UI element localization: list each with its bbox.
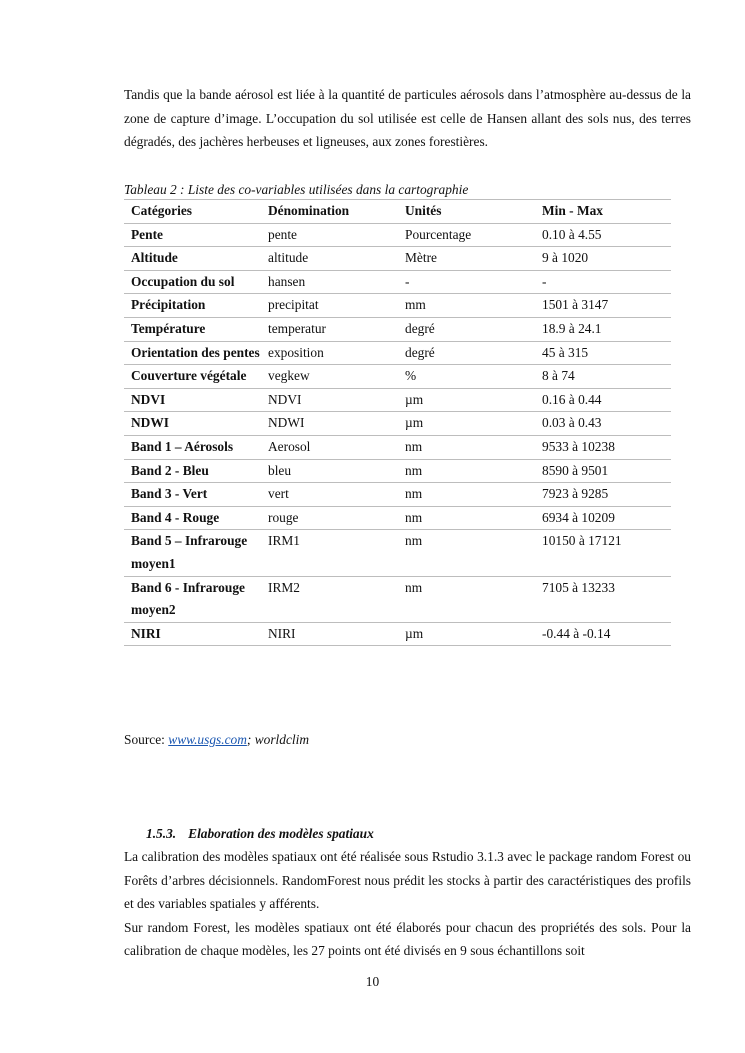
cell-denomination: NIRI bbox=[261, 622, 398, 646]
source-rest: ; worldclim bbox=[246, 732, 310, 747]
cell-category: NDWI bbox=[124, 412, 261, 436]
cell-range: 1501 à 3147 bbox=[535, 294, 671, 318]
cell-denomination: IRM1 bbox=[261, 530, 398, 576]
header-categories: Catégories bbox=[124, 200, 261, 224]
table-source bbox=[124, 731, 309, 749]
cell-range: 0.16 à 0.44 bbox=[535, 388, 671, 412]
cell-unit: nm bbox=[398, 506, 535, 530]
table-row bbox=[124, 223, 671, 247]
cell-category: Band 5 – Infrarouge moyen1 bbox=[124, 530, 261, 576]
cell-denomination: Aerosol bbox=[261, 435, 398, 459]
cell-range: 7923 à 9285 bbox=[535, 483, 671, 507]
cell-unit: - bbox=[398, 270, 535, 294]
cell-denomination: temperatur bbox=[261, 317, 398, 341]
table-caption: Tableau 2 : Liste des co-variables utilisées dans la cartographie bbox=[124, 182, 469, 197]
cell-range: 6934 à 10209 bbox=[535, 506, 671, 530]
cell-range: 45 à 315 bbox=[535, 341, 671, 365]
cell-range: 0.10 à 4.55 bbox=[535, 223, 671, 247]
table-row bbox=[124, 459, 671, 483]
cell-range: 8590 à 9501 bbox=[535, 459, 671, 483]
cell-unit: nm bbox=[398, 459, 535, 483]
covariables-table bbox=[124, 199, 671, 646]
cell-denomination: hansen bbox=[261, 270, 398, 294]
source-label: Source: bbox=[124, 732, 169, 747]
table-row bbox=[124, 365, 671, 389]
table-row bbox=[124, 506, 671, 530]
cell-unit: nm bbox=[398, 530, 535, 576]
cell-denomination: vegkew bbox=[261, 365, 398, 389]
body-paragraph-1: La calibration des modèles spatiaux ont été réalisée sous Rstudio 3.1.3 avec le package random Forest ou Forêts d’arbres décisionnels. RandomForest nous prédit les stocks à partir des caractéristiques des profils et des variables spatiales y afférents. bbox=[124, 849, 691, 911]
cell-denomination: altitude bbox=[261, 247, 398, 271]
cell-category: NDVI bbox=[124, 388, 261, 412]
cell-unit: Pourcentage bbox=[398, 223, 535, 247]
cell-denomination: precipitat bbox=[261, 294, 398, 318]
cell-unit: µm bbox=[398, 412, 535, 436]
section-number: 1.5.3. bbox=[146, 826, 177, 841]
source-link[interactable]: www.usgs.com bbox=[168, 732, 247, 747]
cell-range: 10150 à 17121 bbox=[535, 530, 671, 576]
cell-denomination: vert bbox=[261, 483, 398, 507]
cell-range: 9 à 1020 bbox=[535, 247, 671, 271]
cell-category: Précipitation bbox=[124, 294, 261, 318]
cell-unit: Mètre bbox=[398, 247, 535, 271]
cell-range: -0.44 à -0.14 bbox=[535, 622, 671, 646]
page-number: 10 bbox=[365, 974, 380, 989]
cell-category: Band 1 – Aérosols bbox=[124, 435, 261, 459]
header-min-max: Min - Max bbox=[535, 200, 671, 224]
cell-denomination: bleu bbox=[261, 459, 398, 483]
cell-category: NIRI bbox=[124, 622, 261, 646]
intro-paragraph: Tandis que la bande aérosol est liée à la quantité de particules aérosols dans l’atmosphère au-dessus de la zone de capture d’image. L’occupation du sol utilisée est celle de Hansen allant des sols nus, des terres dégradés, des jachères herbeuses et ligneuses, aux zones forestières. bbox=[124, 87, 691, 149]
section-heading bbox=[146, 825, 374, 843]
table-header-row bbox=[124, 200, 671, 224]
body-paragraph-2: Sur random Forest, les modèles spatiaux ont été élaborés pour chacun des propriétés des sols. Pour la calibration de chaque modèles, les 27 points ont été divisés en 9 sous échantillons soit bbox=[124, 919, 691, 958]
cell-unit: µm bbox=[398, 622, 535, 646]
table-row bbox=[124, 530, 671, 576]
cell-unit: % bbox=[398, 365, 535, 389]
table-row bbox=[124, 247, 671, 271]
cell-denomination: NDWI bbox=[261, 412, 398, 436]
cell-denomination: rouge bbox=[261, 506, 398, 530]
cell-category: Température bbox=[124, 317, 261, 341]
table-row bbox=[124, 622, 671, 646]
cell-denomination: IRM2 bbox=[261, 576, 398, 622]
cell-category: Band 6 - Infrarouge moyen2 bbox=[124, 576, 261, 622]
table-row bbox=[124, 483, 671, 507]
section-title: Elaboration des modèles spatiaux bbox=[188, 826, 374, 841]
cell-denomination: NDVI bbox=[261, 388, 398, 412]
table-row bbox=[124, 435, 671, 459]
cell-denomination: pente bbox=[261, 223, 398, 247]
cell-unit: degré bbox=[398, 341, 535, 365]
cell-category: Band 2 - Bleu bbox=[124, 459, 261, 483]
cell-category: Pente bbox=[124, 223, 261, 247]
cell-category: Occupation du sol bbox=[124, 270, 261, 294]
cell-range: 0.03 à 0.43 bbox=[535, 412, 671, 436]
cell-range: 18.9 à 24.1 bbox=[535, 317, 671, 341]
table-row bbox=[124, 317, 671, 341]
cell-unit: degré bbox=[398, 317, 535, 341]
cell-category: Couverture végétale bbox=[124, 365, 261, 389]
table-row bbox=[124, 412, 671, 436]
table-row bbox=[124, 576, 671, 622]
cell-range: 9533 à 10238 bbox=[535, 435, 671, 459]
table-row bbox=[124, 270, 671, 294]
header-denomination: Dénomination bbox=[261, 200, 398, 224]
cell-unit: nm bbox=[398, 576, 535, 622]
cell-category: Band 4 - Rouge bbox=[124, 506, 261, 530]
cell-category: Altitude bbox=[124, 247, 261, 271]
header-unites: Unités bbox=[398, 200, 535, 224]
table-row bbox=[124, 388, 671, 412]
table-row bbox=[124, 341, 671, 365]
cell-denomination: exposition bbox=[261, 341, 398, 365]
cell-range: 8 à 74 bbox=[535, 365, 671, 389]
table-row bbox=[124, 294, 671, 318]
cell-unit: mm bbox=[398, 294, 535, 318]
body-text bbox=[124, 845, 691, 963]
cell-unit: µm bbox=[398, 388, 535, 412]
cell-unit: nm bbox=[398, 435, 535, 459]
cell-range: 7105 à 13233 bbox=[535, 576, 671, 622]
cell-range: - bbox=[535, 270, 671, 294]
cell-category: Band 3 - Vert bbox=[124, 483, 261, 507]
cell-unit: nm bbox=[398, 483, 535, 507]
cell-category: Orientation des pentes bbox=[124, 341, 261, 365]
